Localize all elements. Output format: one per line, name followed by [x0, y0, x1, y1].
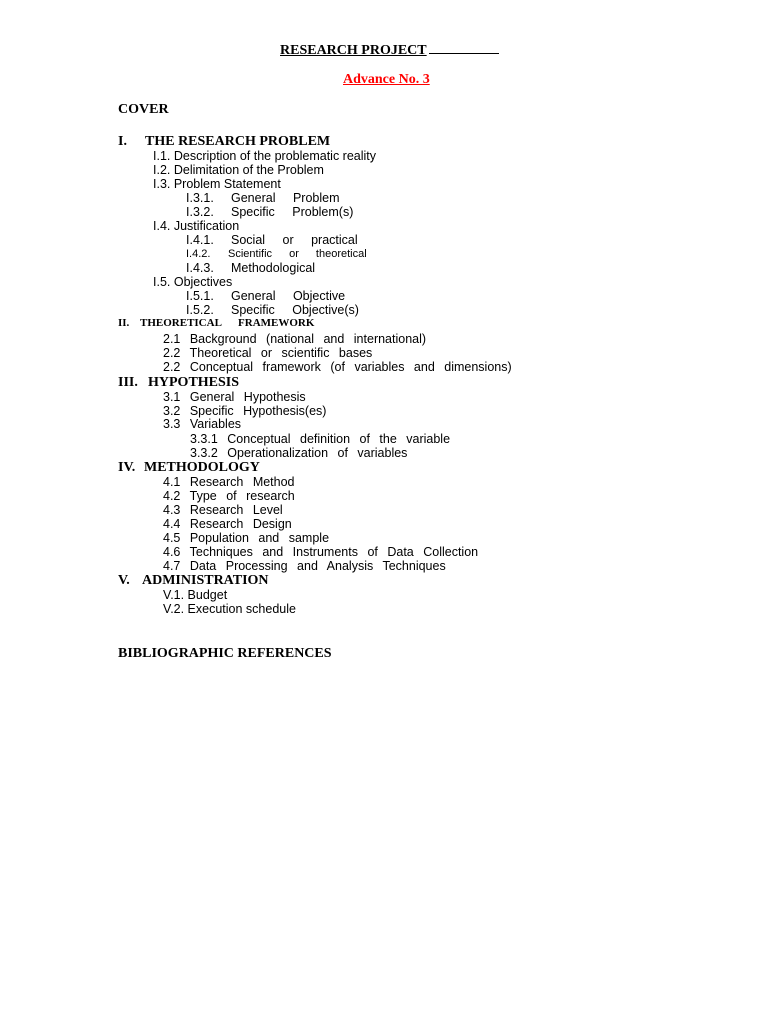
item-1-4-3-text: Methodological: [231, 261, 316, 275]
document-title: RESEARCH PROJECT: [280, 42, 499, 58]
item-1-1: I.1. Description of the problematic reality: [153, 149, 377, 163]
item-4-3: 4.3 Research Level: [163, 503, 283, 517]
section-1-title: THE RESEARCH PROBLEM: [145, 134, 331, 149]
advance-number: Advance No. 3: [343, 72, 430, 87]
item-1-4-1-text: Social or practical: [231, 233, 358, 247]
item-5-1: V.1. Budget: [163, 588, 228, 602]
item-4-5: 4.5 Population and sample: [163, 531, 330, 545]
section-4-number: IV.: [118, 460, 136, 475]
item-1-5-2-number: I.5.2.: [186, 303, 214, 317]
item-4-1: 4.1 Research Method: [163, 475, 295, 489]
title-underline-blank: [429, 42, 499, 54]
item-4-2: 4.2 Type of research: [163, 489, 295, 503]
item-1-5-2: [186, 304, 359, 317]
item-3-2: 3.2 Specific Hypothesis(es): [163, 404, 327, 418]
item-1-5-1-number: I.5.1.: [186, 289, 214, 303]
item-1-3: I.3. Problem Statement: [153, 177, 281, 191]
section-1-heading: [118, 135, 330, 149]
section-3-number: III.: [118, 375, 138, 390]
item-1-4-2: [186, 249, 367, 260]
bibliography-heading: BIBLIOGRAPHIC REFERENCES: [118, 646, 332, 661]
cover-heading: COVER: [118, 102, 169, 117]
item-3-3-2: 3.3.2 Operationalization of variables: [190, 446, 408, 460]
section-4-heading: [118, 461, 260, 475]
section-1-number: I.: [118, 134, 127, 149]
item-1-2: I.2. Delimitation of the Problem: [153, 163, 324, 177]
section-5-number: V.: [118, 573, 130, 588]
item-1-5-1: [186, 290, 345, 303]
item-2-2: 2.2 Theoretical or scientific bases: [163, 346, 373, 360]
item-1-3-1: [186, 192, 340, 205]
item-1-4-2-number: I.4.2.: [186, 248, 211, 260]
item-4-6: 4.6 Techniques and Instruments of Data Collection: [163, 545, 479, 559]
item-1-4-2-text: Scientific or theoretical: [228, 248, 367, 260]
item-1-5: I.5. Objectives: [153, 275, 233, 289]
section-3-title: HYPOTHESIS: [148, 375, 240, 390]
item-1-5-2-text: Specific Objective(s): [231, 303, 359, 317]
item-1-3-2-number: I.3.2.: [186, 205, 214, 219]
item-1-4-1: [186, 234, 358, 247]
section-2-heading: [118, 318, 314, 329]
item-4-7: 4.7 Data Processing and Analysis Techniques: [163, 559, 446, 573]
item-1-5-1-text: General Objective: [231, 289, 346, 303]
item-1-3-1-number: I.3.1.: [186, 191, 214, 205]
section-3-heading: [118, 376, 239, 390]
item-1-3-1-text: General Problem: [231, 191, 340, 205]
item-2-3: 2.2 Conceptual framework (of variables and dimensions): [163, 360, 512, 374]
section-5-heading: [118, 574, 269, 588]
item-3-3: 3.3 Variables: [163, 417, 242, 431]
item-3-1: 3.1 General Hypothesis: [163, 390, 306, 404]
item-1-4-3: [186, 262, 315, 275]
item-4-4: 4.4 Research Design: [163, 517, 292, 531]
section-2-number: II.: [118, 317, 130, 329]
item-1-4-3-number: I.4.3.: [186, 261, 214, 275]
item-1-4-1-number: I.4.1.: [186, 233, 214, 247]
section-2-title: THEORETICAL FRAMEWORK: [140, 317, 315, 329]
item-3-3-1: 3.3.1 Conceptual definition of the variable: [190, 432, 451, 446]
item-2-1: 2.1 Background (national and international): [163, 332, 427, 346]
item-1-3-2-text: Specific Problem(s): [231, 205, 354, 219]
section-4-title: METHODOLOGY: [144, 460, 260, 475]
section-5-title: ADMINISTRATION: [142, 573, 269, 588]
item-1-4: I.4. Justification: [153, 219, 240, 233]
item-5-2: V.2. Execution schedule: [163, 602, 296, 616]
item-1-3-2: [186, 206, 353, 219]
